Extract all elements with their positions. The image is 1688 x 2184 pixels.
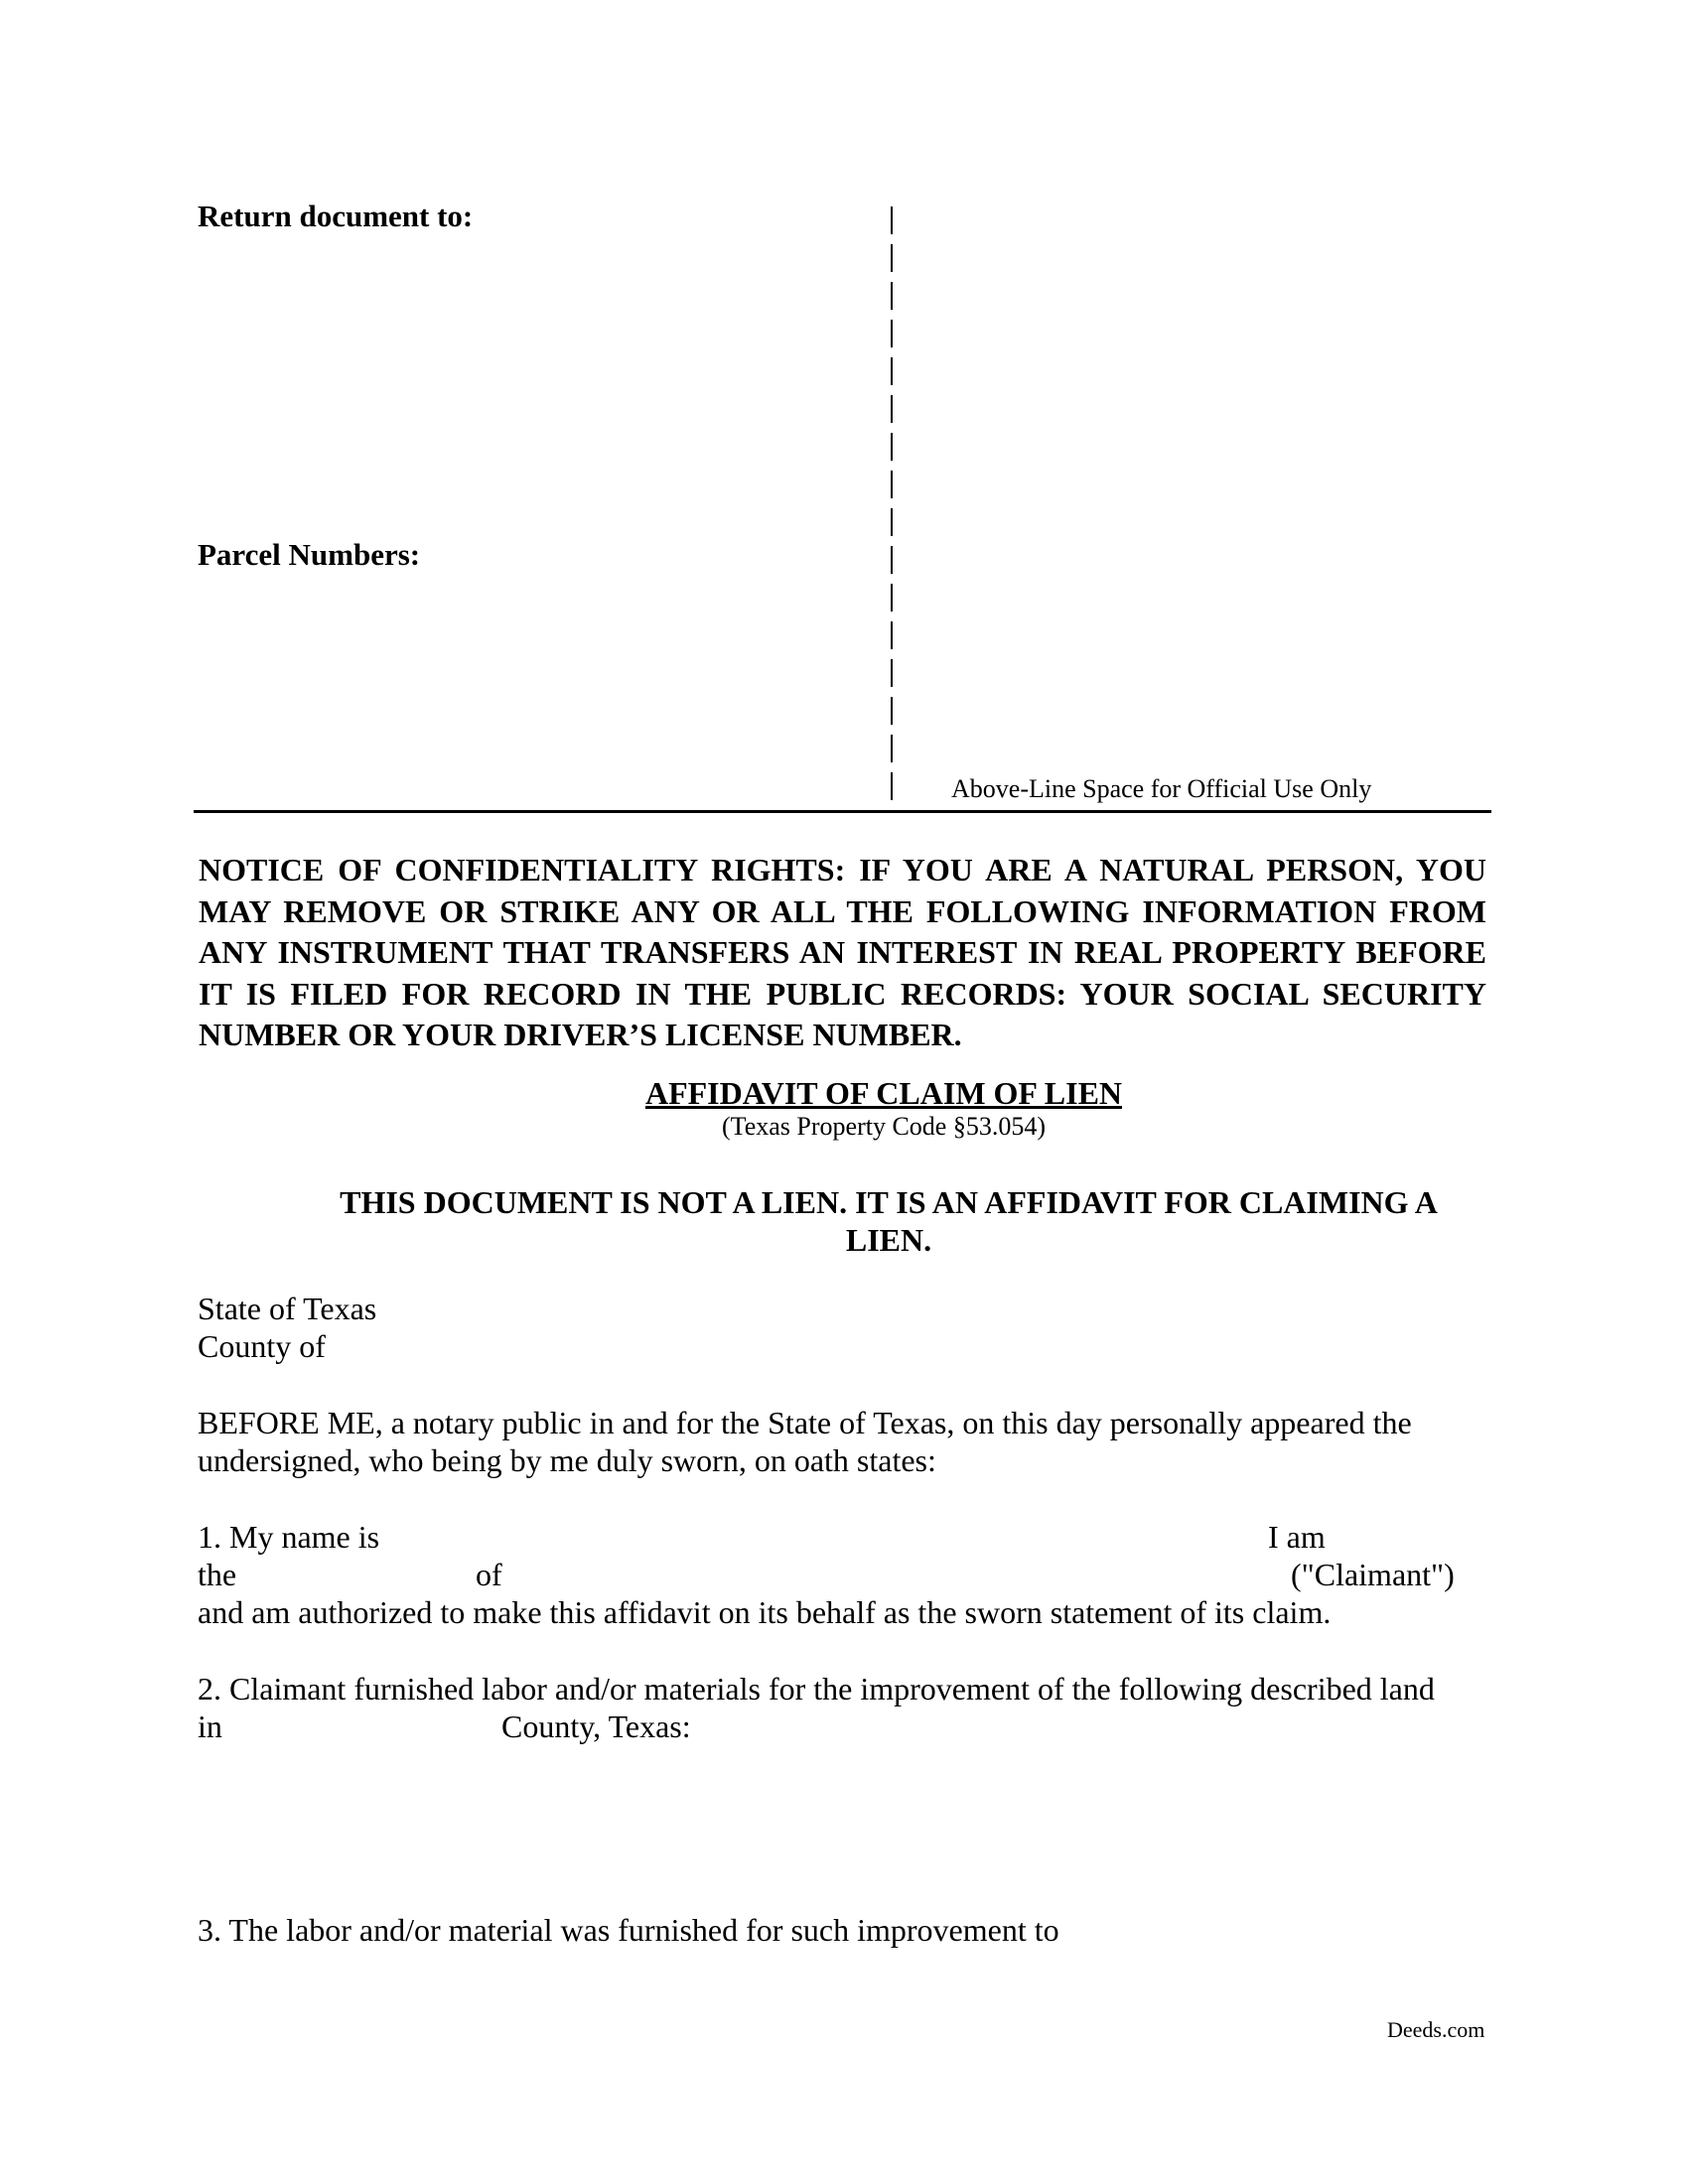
recording-line: [194, 810, 1491, 813]
parcel-numbers-label: Parcel Numbers:: [198, 537, 421, 572]
intro-line-2: undersigned, who being by me duly sworn, on oath states:: [198, 1442, 936, 1478]
para2-line-1: 2. Claimant furnished labor and/or materials for the improvement of the following described land: [198, 1671, 1435, 1706]
intro-line-1: BEFORE ME, a notary public in and for the State of Texas, on this day personally appeared the: [198, 1405, 1412, 1440]
venue-state: State of Texas: [198, 1291, 377, 1326]
statute-citation: [0, 1112, 1688, 1142]
document-title: [0, 1075, 1688, 1112]
para1-of: of: [476, 1557, 502, 1592]
para1-my-name: 1. My name is: [198, 1519, 380, 1555]
venue-county: County of: [198, 1328, 326, 1364]
official-use-label: Above-Line Space for Official Use Only: [951, 774, 1372, 803]
statute-citation-text: (Texas Property Code §53.054): [721, 1112, 1046, 1141]
not-a-lien-warning: THIS DOCUMENT IS NOT A LIEN. IT IS AN AFFIDAVIT FOR CLAIMING A LIEN.: [340, 1184, 1438, 1258]
confidentiality-notice: NOTICE OF CONFIDENTIALITY RIGHTS: IF YOU ARE A NATURAL PERSON, YOU MAY REMOVE OR STRIKE ANY OR ALL THE FOLLOWING INFORMATION FROM ANY INSTRUMENT THAT TRANSFERS AN INTEREST IN REAL PROPERTY BEFORE IT IS FILED FOR RECORD IN THE PUBLIC RECORDS: YOUR SOCIAL SECURITY NUMBER OR YOUR DRIVER’S LICENSE NUMBER.: [199, 852, 1486, 1052]
return-document-label: Return document to:: [198, 199, 474, 233]
footer-brand: Deeds.com: [1387, 2017, 1485, 2042]
para2-in: in: [198, 1708, 222, 1744]
vertical-separator: [891, 206, 893, 802]
para1-claimant: ("Claimant"): [1291, 1557, 1455, 1592]
para1-the: the: [198, 1557, 237, 1592]
para2-county-texas: County, Texas:: [501, 1708, 691, 1744]
para1-line-3: and am authorized to make this affidavit on its behalf as the sworn statement of its claim.: [198, 1594, 1332, 1630]
para1-i-am: I am: [1268, 1519, 1326, 1555]
document-title-text: AFFIDAVIT OF CLAIM OF LIEN: [644, 1075, 1123, 1111]
para3-line-1: 3. The labor and/or material was furnished for such improvement to: [198, 1912, 1059, 1948]
